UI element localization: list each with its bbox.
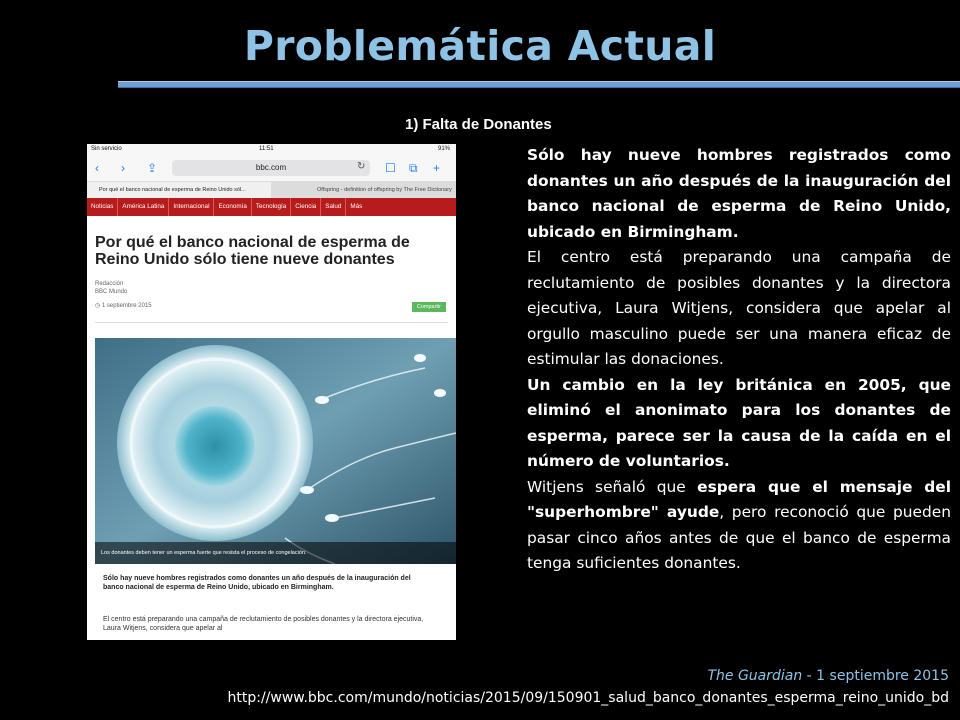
- source-credit: [707, 668, 949, 684]
- share-button[interactable]: Compartir: [412, 302, 446, 312]
- nav-item[interactable]: Salud: [321, 198, 346, 216]
- tab-bbc[interactable]: Por qué el banco nacional de esperma de Reino Unido sól...: [87, 182, 271, 198]
- byline-line-1: Redacción: [95, 281, 124, 287]
- byline-line-2: BBC Mundo: [95, 289, 128, 295]
- address-bar[interactable]: bbc.com: [172, 160, 370, 176]
- slide-subtitle: 1) Falta de Donantes: [405, 116, 552, 133]
- tab-strip: [87, 182, 456, 198]
- paragraph-4-end: , pero reconoció que pueden pasar cinco años antes de que el banco de esperma tenga suficientes donantes.: [527, 503, 952, 572]
- article-headline: Por qué el banco nacional de esperma de Reino Unido sólo tiene nueve donantes: [95, 234, 410, 268]
- nav-item[interactable]: Más: [350, 203, 363, 210]
- article-date-text: 1 septiembre 2015: [101, 303, 152, 309]
- paragraph-2: El centro está preparando una campaña de reclutamiento de posibles donantes y la directora ejecutiva, Laura Witjens, considera que apelar al orgullo masculino puede ser una manera eficaz de estimular las donaciones.: [527, 248, 951, 368]
- article-lead: Sólo hay nueve hombres registrados como donantes un año después de la inauguración del banco nacional de esperma de Reino Unido, ubicado en Birmingham.: [103, 575, 411, 591]
- back-icon[interactable]: ‹: [95, 161, 99, 175]
- paragraph-4-start: Witjens señaló que: [527, 477, 698, 496]
- forward-icon[interactable]: ›: [121, 161, 125, 175]
- article-photo: [95, 338, 456, 564]
- photo-caption: Los donantes deben tener un esperma fuerte que resista el proceso de congelación.: [95, 542, 456, 564]
- nav-item[interactable]: Tecnología: [252, 198, 291, 216]
- new-tab-icon[interactable]: +: [433, 161, 441, 175]
- egg-cell-image: [95, 338, 456, 564]
- clock-icon: ◷: [95, 303, 101, 309]
- article-date: [95, 302, 448, 309]
- tabs-icon[interactable]: ⧉: [409, 161, 418, 175]
- browser-toolbar: [87, 155, 456, 182]
- slide-body: [527, 143, 951, 577]
- paragraph-4: [527, 475, 951, 577]
- paragraph-3: Un cambio en la ley británica en 2005, que eliminó el anonimato para los donantes de esperma, parece ser la causa de la caída en el número de voluntarios.: [527, 375, 951, 470]
- nav-item[interactable]: América Latina: [118, 198, 169, 216]
- article-paragraph: El centro está preparando una campaña de reclutamiento de posibles donantes y la directora ejecutiva, Laura Witjens, considera que apelar al: [103, 616, 424, 632]
- article-screenshot: [87, 144, 456, 640]
- reload-icon[interactable]: ↻: [357, 161, 366, 172]
- share-icon[interactable]: ⇪: [147, 161, 158, 175]
- source-url[interactable]: http://www.bbc.com/mundo/noticias/2015/09/150901_salud_banco_donantes_esperma_reino_unido_bd: [227, 690, 949, 706]
- reader-icon[interactable]: ☐: [385, 161, 396, 175]
- paragraph-1: Sólo hay nueve hombres registrados como donantes un año después de la inauguración del banco nacional de esperma de Reino Unido, ubicado en Birmingham.: [527, 146, 951, 241]
- tab-offspring[interactable]: Offspring - definition of offspring by The Free Dictionary: [317, 187, 452, 193]
- source-date: - 1 septiembre 2015: [802, 668, 949, 684]
- clock: 11:51: [259, 146, 274, 152]
- nav-item[interactable]: Noticias: [87, 198, 118, 216]
- status-bar: [87, 144, 456, 155]
- battery-status: 91%: [437, 146, 450, 152]
- paragraph-4-emphasis: espera que el mensaje del "superhombre" ayude: [527, 477, 952, 521]
- divider: [95, 322, 448, 323]
- article-byline: [95, 280, 448, 296]
- bbc-nav-bar: [87, 198, 456, 216]
- carrier-status: Sin servicio: [91, 146, 122, 152]
- nav-item[interactable]: Internacional: [169, 198, 214, 216]
- title-underline: [118, 81, 960, 88]
- slide-title: Problemática Actual: [243, 22, 717, 70]
- nav-item[interactable]: Ciencia: [291, 198, 321, 216]
- source-name: The Guardian: [707, 668, 803, 684]
- nav-item[interactable]: Economía: [214, 198, 251, 216]
